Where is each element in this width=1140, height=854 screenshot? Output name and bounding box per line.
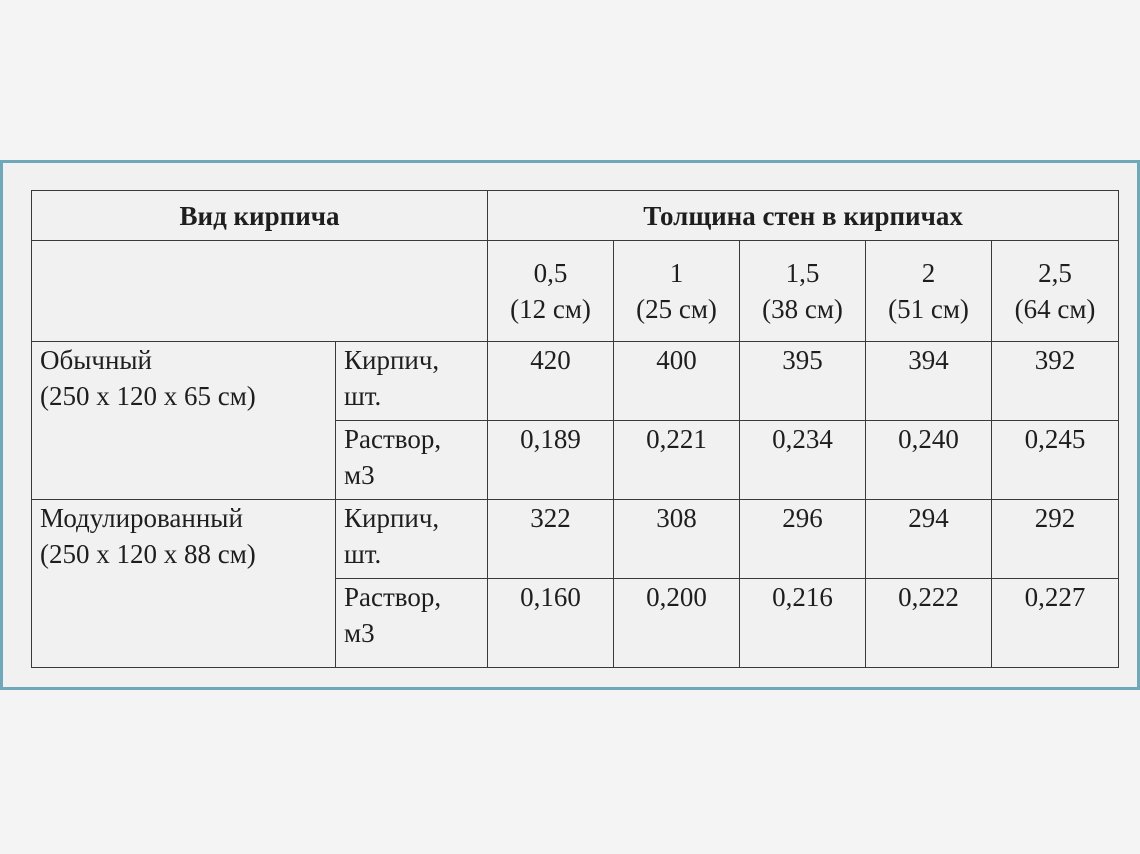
table-cell: 395 bbox=[740, 342, 866, 421]
table-cell: 0,222 bbox=[866, 579, 992, 668]
thickness-header-1: 1 (25 см) bbox=[614, 241, 740, 342]
table-cell: 0,245 bbox=[992, 421, 1119, 500]
brick-type-continuation bbox=[32, 579, 336, 668]
brick-type-continuation bbox=[32, 421, 336, 500]
table-row bbox=[32, 342, 1119, 421]
table-cell: 0,221 bbox=[614, 421, 740, 500]
thickness-header-3: 2 (51 см) bbox=[866, 241, 992, 342]
table-row bbox=[32, 421, 1119, 500]
unit-label: Кирпич, шт. bbox=[336, 342, 488, 421]
header-empty-cell bbox=[32, 241, 488, 342]
brick-type-ordinary: Обычный (250 х 120 х 65 см) bbox=[32, 342, 336, 421]
table-cell: 0,160 bbox=[488, 579, 614, 668]
table-cell: 420 bbox=[488, 342, 614, 421]
table-cell: 0,216 bbox=[740, 579, 866, 668]
table-row bbox=[32, 500, 1119, 579]
thickness-header-4: 2,5 (64 см) bbox=[992, 241, 1119, 342]
table-cell: 296 bbox=[740, 500, 866, 579]
table-cell: 0,240 bbox=[866, 421, 992, 500]
brick-type-modulated: Модулированный (250 х 120 х 88 см) bbox=[32, 500, 336, 579]
unit-label: Раствор, м3 bbox=[336, 579, 488, 668]
table-row bbox=[32, 579, 1119, 668]
table-frame bbox=[0, 160, 1140, 690]
table-cell: 0,189 bbox=[488, 421, 614, 500]
unit-label: Кирпич, шт. bbox=[336, 500, 488, 579]
table-cell: 322 bbox=[488, 500, 614, 579]
table-cell: 394 bbox=[866, 342, 992, 421]
header-brick-type: Вид кирпича bbox=[32, 191, 488, 241]
table-cell: 294 bbox=[866, 500, 992, 579]
table-cell: 308 bbox=[614, 500, 740, 579]
table-cell: 0,234 bbox=[740, 421, 866, 500]
table-cell: 400 bbox=[614, 342, 740, 421]
table-cell: 0,200 bbox=[614, 579, 740, 668]
header-wall-thickness: Толщина стен в кирпичах bbox=[488, 191, 1119, 241]
unit-label: Раствор, м3 bbox=[336, 421, 488, 500]
thickness-header-2: 1,5 (38 см) bbox=[740, 241, 866, 342]
table-cell: 292 bbox=[992, 500, 1119, 579]
table-cell: 0,227 bbox=[992, 579, 1119, 668]
thickness-header-0: 0,5 (12 см) bbox=[488, 241, 614, 342]
brick-consumption-table bbox=[31, 190, 1119, 668]
table-cell: 392 bbox=[992, 342, 1119, 421]
